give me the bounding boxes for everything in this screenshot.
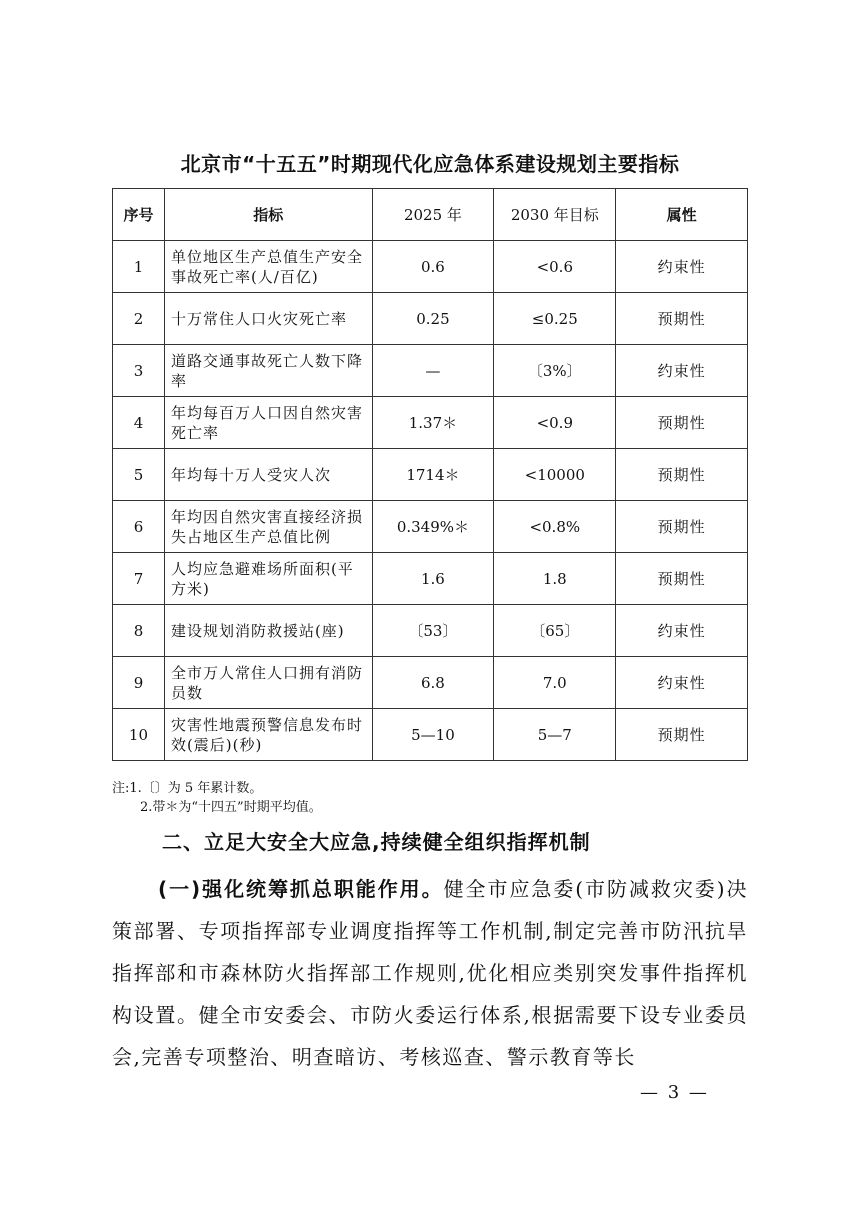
- table-row: [113, 241, 748, 293]
- cell-attribute: 约束性: [616, 241, 748, 293]
- table-row: [113, 605, 748, 657]
- table-row: [113, 657, 748, 709]
- page-number: — 3 —: [640, 1082, 709, 1103]
- cell-2025: —: [372, 345, 494, 397]
- cell-indicator: 灾害性地震预警信息发布时效(震后)(秒): [164, 709, 372, 761]
- cell-attribute: 预期性: [616, 293, 748, 345]
- cell-attribute: 约束性: [616, 657, 748, 709]
- table-row: [113, 553, 748, 605]
- cell-2025: 1.37＊: [372, 397, 494, 449]
- note-1: 注:1.〔〕为 5 年累计数。: [112, 781, 263, 796]
- table-row: [113, 501, 748, 553]
- cell-indicator: 人均应急避难场所面积(平方米): [164, 553, 372, 605]
- cell-no: 1: [113, 241, 165, 293]
- cell-2030: 7.0: [494, 657, 616, 709]
- paragraph-text: 健全市应急委(市防减救灾委)决策部署、专项指挥部专业调度指挥等工作机制,制定完善市防汛抗旱指挥部和市森林防火指挥部工作规则,优化相应类别突发事件指挥机构设置。健全市安委会、市防火委运行体系,根据需要下设专业委员会,完善专项整治、明查暗访、考核巡查、警示教育等长: [112, 877, 749, 1069]
- cell-2030: <0.8%: [494, 501, 616, 553]
- table-row: [113, 397, 748, 449]
- cell-2025: 〔53〕: [372, 605, 494, 657]
- table-row: [113, 345, 748, 397]
- cell-no: 7: [113, 553, 165, 605]
- cell-2030: 〔3%〕: [494, 345, 616, 397]
- cell-attribute: 预期性: [616, 501, 748, 553]
- cell-2030: 5—7: [494, 709, 616, 761]
- cell-2030: <0.9: [494, 397, 616, 449]
- note-2: 2.带＊为“十四五”时期平均值。: [140, 800, 322, 815]
- body-paragraph: [112, 868, 748, 1078]
- cell-no: 5: [113, 449, 165, 501]
- cell-indicator: 年均因自然灾害直接经济损失占地区生产总值比例: [164, 501, 372, 553]
- cell-indicator: 全市万人常住人口拥有消防员数: [164, 657, 372, 709]
- cell-indicator: 年均每百万人口因自然灾害死亡率: [164, 397, 372, 449]
- header-no: 序号: [113, 189, 165, 241]
- cell-no: 10: [113, 709, 165, 761]
- indicators-table: [112, 188, 748, 761]
- cell-2030: <0.6: [494, 241, 616, 293]
- cell-no: 6: [113, 501, 165, 553]
- header-indicator: 指标: [164, 189, 372, 241]
- cell-attribute: 预期性: [616, 553, 748, 605]
- cell-2030: 1.8: [494, 553, 616, 605]
- header-2030-target: 2030 年目标: [494, 189, 616, 241]
- table-header-row: [113, 189, 748, 241]
- cell-2025: 6.8: [372, 657, 494, 709]
- paragraph-lead: (一)强化统筹抓总职能作用。: [158, 877, 444, 901]
- cell-no: 8: [113, 605, 165, 657]
- cell-no: 3: [113, 345, 165, 397]
- cell-indicator: 年均每十万人受灾人次: [164, 449, 372, 501]
- cell-no: 9: [113, 657, 165, 709]
- cell-no: 2: [113, 293, 165, 345]
- section-heading: 二、立足大安全大应急,持续健全组织指挥机制: [162, 830, 591, 854]
- table-row: [113, 709, 748, 761]
- table-title: 北京市“十五五”时期现代化应急体系建设规划主要指标: [180, 152, 680, 176]
- cell-attribute: 预期性: [616, 449, 748, 501]
- cell-2025: 0.6: [372, 241, 494, 293]
- header-attribute: 属性: [616, 189, 748, 241]
- cell-2030: <10000: [494, 449, 616, 501]
- cell-indicator: 单位地区生产总值生产安全事故死亡率(人/百亿): [164, 241, 372, 293]
- cell-indicator: 道路交通事故死亡人数下降率: [164, 345, 372, 397]
- cell-indicator: 十万常住人口火灾死亡率: [164, 293, 372, 345]
- cell-indicator: 建设规划消防救援站(座): [164, 605, 372, 657]
- cell-2025: 1714＊: [372, 449, 494, 501]
- cell-2025: 5—10: [372, 709, 494, 761]
- cell-2030: ≤0.25: [494, 293, 616, 345]
- cell-2025: 0.25: [372, 293, 494, 345]
- cell-2025: 1.6: [372, 553, 494, 605]
- table-row: [113, 293, 748, 345]
- header-2025: 2025 年: [372, 189, 494, 241]
- cell-2025: 0.349%＊: [372, 501, 494, 553]
- cell-attribute: 预期性: [616, 709, 748, 761]
- cell-attribute: 预期性: [616, 397, 748, 449]
- cell-2030: 〔65〕: [494, 605, 616, 657]
- cell-attribute: 约束性: [616, 605, 748, 657]
- table-row: [113, 449, 748, 501]
- cell-no: 4: [113, 397, 165, 449]
- cell-attribute: 约束性: [616, 345, 748, 397]
- table-notes: [112, 779, 322, 817]
